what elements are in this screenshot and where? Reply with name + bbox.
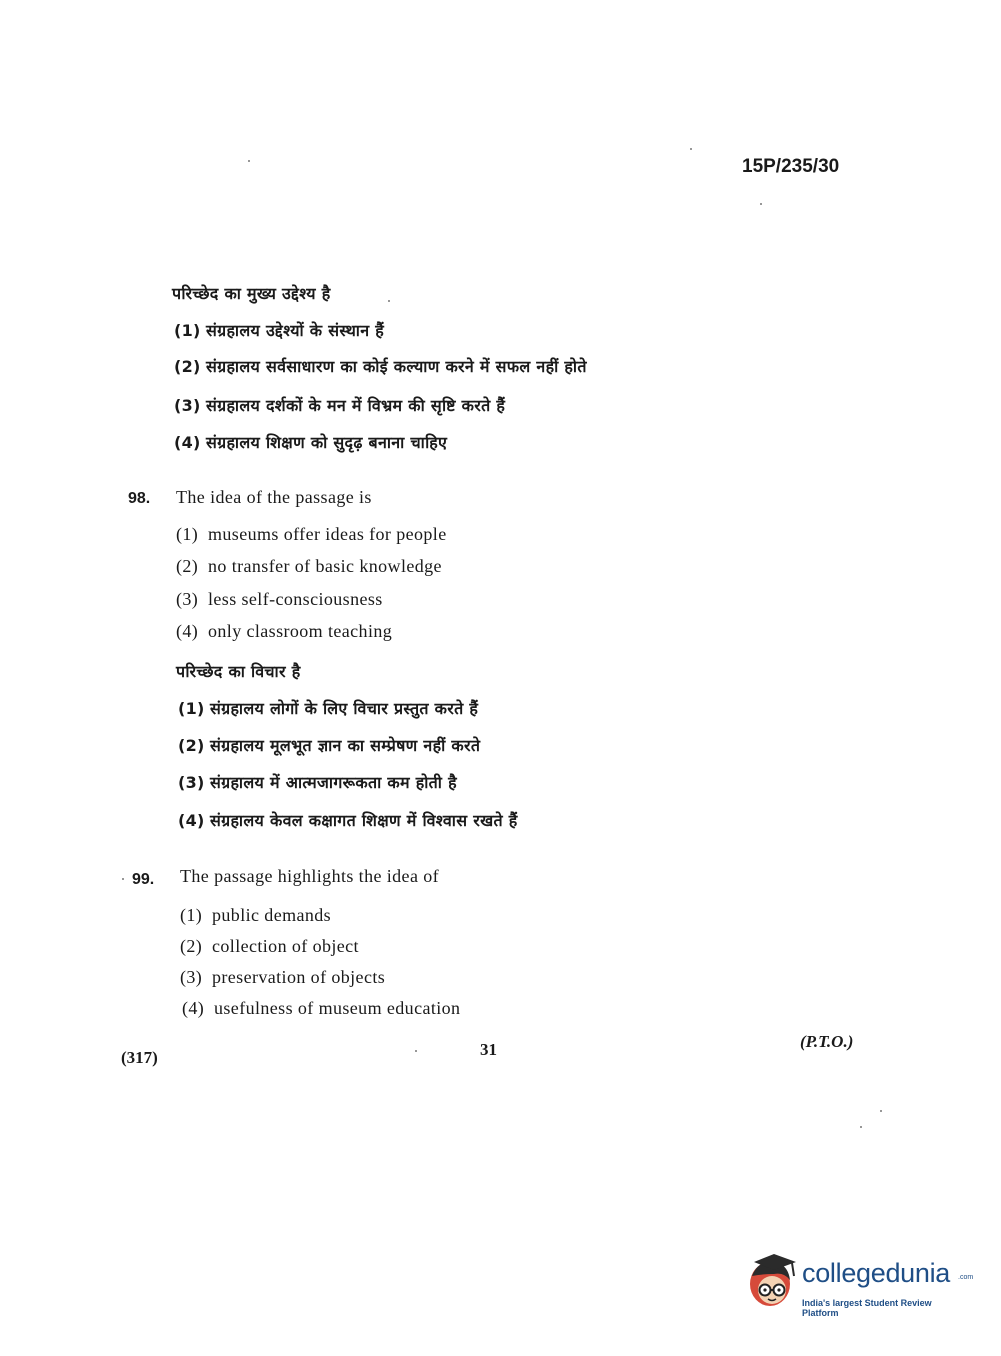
hindi-option-98-2 — [178, 734, 480, 756]
scan-speck — [690, 148, 692, 150]
option-text: संग्रहालय केवल कक्षागत शिक्षण में विश्वास रखते हैं — [210, 811, 518, 830]
option-number: (4) — [174, 433, 201, 452]
option-98-4 — [176, 621, 392, 642]
option-text: preservation of objects — [212, 967, 386, 987]
hindi-option-prev-2 — [174, 355, 587, 377]
option-99-1 — [180, 905, 331, 926]
option-text: संग्रहालय मूलभूत ज्ञान का सम्प्रेषण नहीं करते — [210, 736, 481, 755]
option-98-2 — [176, 556, 442, 577]
mascot-icon — [744, 1252, 800, 1312]
option-text: संग्रहालय सर्वसाधारण का कोई कल्याण करने में सफल नहीं होते — [206, 357, 587, 376]
option-number: (3) — [178, 773, 205, 792]
hindi-stem-98: परिच्छेद का विचार है — [176, 662, 301, 681]
option-number: (3) — [176, 589, 199, 609]
option-number: (2) — [180, 936, 203, 956]
hindi-option-98-1 — [178, 697, 478, 719]
option-98-3 — [176, 589, 383, 610]
option-number: (1) — [178, 699, 205, 718]
option-text: only classroom teaching — [208, 621, 393, 641]
option-text: collection of object — [212, 936, 359, 956]
hindi-stem-prev: परिच्छेद का मुख्य उद्देश्य है — [172, 284, 331, 303]
hindi-option-98-3 — [178, 771, 457, 793]
question-stem-98: The idea of the passage is — [176, 487, 372, 507]
option-text: public demands — [212, 905, 332, 925]
page-number: 31 — [480, 1040, 497, 1059]
option-text: museums offer ideas for people — [208, 524, 447, 544]
option-98-1 — [176, 524, 447, 545]
footer-code: (317) — [121, 1048, 158, 1067]
option-number: (1) — [180, 905, 203, 925]
option-text: usefulness of museum education — [214, 998, 461, 1018]
scan-speck — [415, 1050, 417, 1052]
option-number: (3) — [174, 396, 201, 415]
scan-speck — [388, 300, 390, 302]
scan-speck — [248, 160, 250, 162]
option-number: (1) — [174, 321, 201, 340]
question-stem-99: The passage highlights the idea of — [180, 866, 440, 886]
hindi-option-prev-1 — [174, 319, 384, 341]
logo-suffix: .com — [958, 1274, 974, 1281]
option-99-4 — [182, 998, 460, 1019]
question-number-98: 98. — [128, 490, 151, 507]
option-number: (1) — [176, 524, 199, 544]
option-text: संग्रहालय लोगों के लिए विचार प्रस्तुत करते हैं — [210, 699, 479, 718]
scan-speck — [760, 203, 762, 205]
scan-speck — [880, 1110, 882, 1112]
logo-tagline: India's largest Student Review Platform — [802, 1298, 932, 1318]
option-99-3 — [180, 967, 385, 988]
question-number-99: 99. — [132, 871, 155, 888]
collegedunia-logo — [740, 1252, 974, 1318]
hindi-option-prev-4 — [174, 431, 447, 453]
scan-speck — [860, 1126, 862, 1128]
option-number: (4) — [176, 621, 199, 641]
option-number: (2) — [174, 357, 201, 376]
logo-name: collegedunia — [802, 1258, 951, 1288]
option-number: (2) — [178, 736, 205, 755]
scan-speck — [122, 878, 124, 880]
option-99-2 — [180, 936, 359, 957]
option-text: संग्रहालय शिक्षण को सुदृढ़ बनाना चाहिए — [206, 433, 448, 452]
option-number: (2) — [176, 556, 199, 576]
option-text: संग्रहालय उद्देश्यों के संस्थान हैं — [206, 321, 385, 340]
please-turn-over: (P.T.O.) — [800, 1032, 854, 1051]
option-text: संग्रहालय में आत्मजागरूकता कम होती है — [210, 773, 457, 792]
option-text: less self-consciousness — [208, 589, 383, 609]
option-text: संग्रहालय दर्शकों के मन में विभ्रम की सृष्टि करते हैं — [206, 396, 506, 415]
paper-code: 15P/235/30 — [742, 156, 840, 177]
hindi-option-98-4 — [178, 809, 518, 831]
hindi-option-prev-3 — [174, 394, 505, 416]
option-text: no transfer of basic knowledge — [208, 556, 442, 576]
option-number: (4) — [178, 811, 205, 830]
option-number: (4) — [182, 998, 205, 1018]
option-number: (3) — [180, 967, 203, 987]
